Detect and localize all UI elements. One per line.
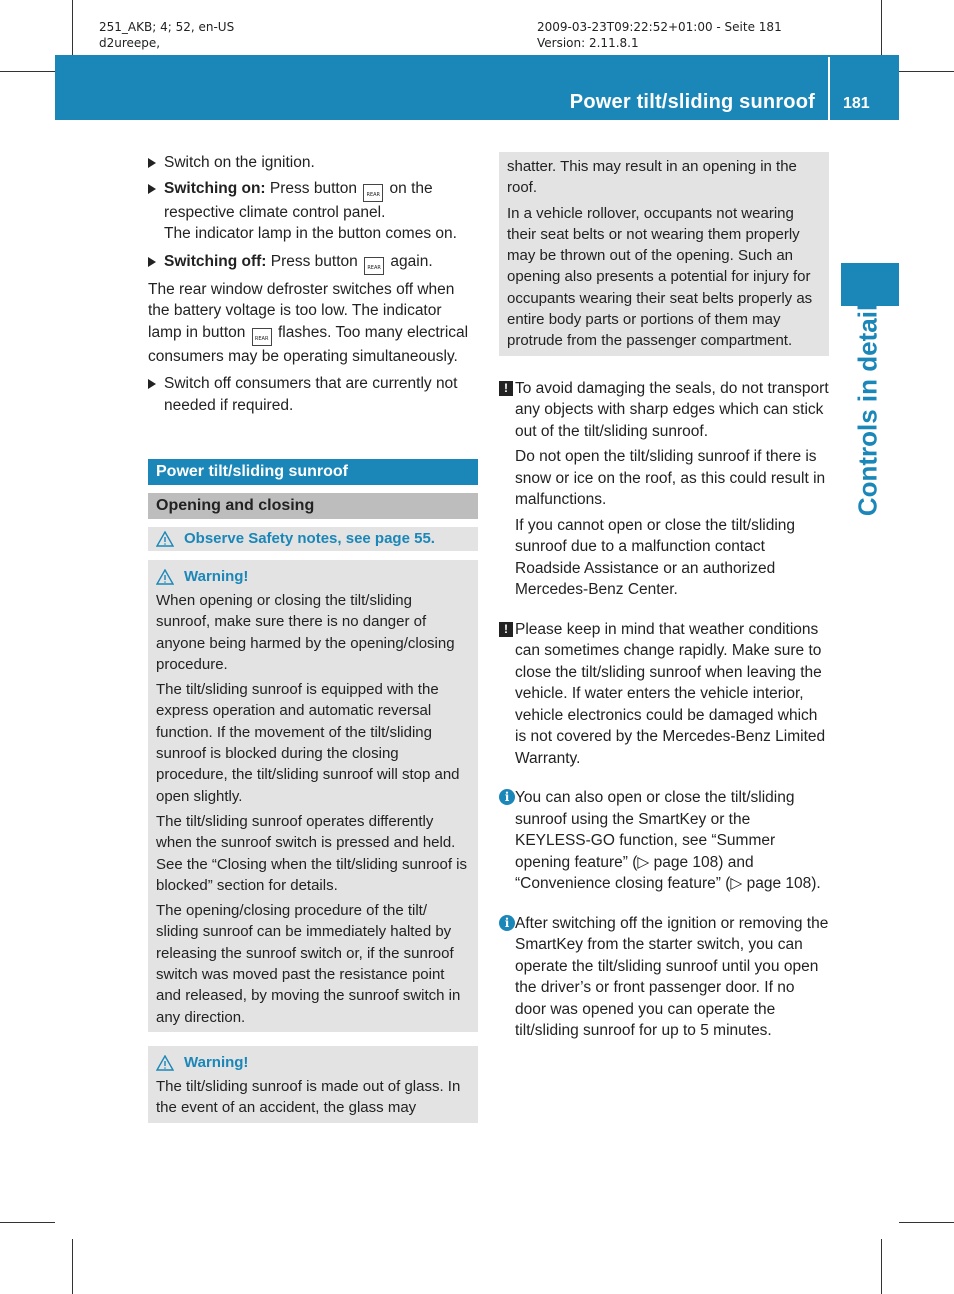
rear-defroster-button-icon: REAR: [364, 257, 384, 275]
step-text: Switch off consumers that are currently not needed if required.: [164, 375, 458, 414]
crop-mark: [881, 0, 882, 55]
warning-text: The opening/closing procedure of the tilt/ sliding sunroof can be immediately halted by releasing the sunroof switch or, if the sunroof switch was moved past the resistance point and released, by moving the sunroof switch in any direction.: [156, 902, 461, 1026]
note-text: If you cannot open or close the tilt/sliding sunroof due to a malfunction contact Roadside Assistance or an authorized Mercedes-Benz Center.: [515, 516, 796, 599]
step-text: on the respective climate control panel.: [164, 179, 433, 221]
crop-mark: [72, 0, 73, 55]
instruction-step: [148, 373, 478, 416]
step-text: Press button: [266, 252, 363, 270]
instruction-step: [148, 178, 478, 245]
warning-heading: [156, 1050, 470, 1076]
page-title: Power tilt/sliding sunroof: [569, 91, 815, 113]
page-header: [55, 55, 899, 120]
warning-triangle-icon: [156, 1055, 174, 1071]
warning-text: When opening or closing the tilt/sliding sunroof, make sure there is no danger of anyone being harmed by the opening/closing procedure.: [156, 592, 455, 673]
caution-note: [499, 378, 829, 601]
section-heading: Power tilt/sliding sunroof: [148, 459, 478, 485]
warning-text: shatter. This may result in an opening in the roof.: [507, 158, 797, 197]
step-arrow-icon: [148, 379, 156, 389]
note-text: To avoid damaging the seals, do not transport any objects with sharp edges which can stick out of the tilt/sliding sunroof.: [515, 379, 829, 440]
step-result: The indicator lamp in the button comes on.: [164, 225, 457, 242]
note-text: You can also open or close the tilt/sliding sunroof using the SmartKey or the KEYLESS-GO function, see “Summer opening feature” (▷ page 108) and “Convenience closing feature” (▷ page 108).: [515, 789, 821, 893]
rear-defroster-button-icon: REAR: [252, 328, 272, 346]
instruction-step: [148, 251, 478, 275]
crop-mark: [0, 1222, 55, 1223]
warning-box-continued: [499, 152, 829, 356]
paragraph: [148, 279, 478, 368]
note-text: Do not open the tilt/sliding sunroof if there is snow or ice on the roof, as this could result in malfunctions.: [515, 448, 826, 509]
crop-mark: [899, 1222, 954, 1223]
exclamation-icon: !: [499, 622, 513, 637]
print-meta-line: Version: 2.11.8.1: [537, 36, 639, 50]
paragraph-text: The rear window defroster switches off when the battery voltage is too low. The indicator lamp in button: [148, 280, 455, 341]
note-text: After switching off the ignition or removing the SmartKey from the starter switch, you can operate the tilt/sliding sunroof until you open the driver’s or front passenger door. If no door was opened you can operate the tilt/sliding sunroof for up to 5 minutes.: [515, 914, 829, 1040]
note-text: Please keep in mind that weather conditions can sometimes change rapidly. Make sure to close the tilt/sliding sunroof when leaving the vehicle. If water enters the vehicle interior, vehicle electronics could be damaged which is not covered by the Mercedes-Benz Limited Warranty.: [515, 620, 826, 767]
warning-box: [148, 1046, 478, 1123]
info-icon: i: [499, 915, 515, 931]
warning-text: The tilt/sliding sunroof is equipped with the express operation and automatic reversal function. If the movement of the tilt/sliding sunroof is blocked during the closing procedure, the tilt/sliding sunroof will stop and open slightly.: [156, 681, 460, 805]
caution-note: [499, 619, 829, 770]
crop-mark: [72, 1239, 73, 1294]
step-arrow-icon: [148, 184, 156, 194]
warning-triangle-icon: [156, 531, 174, 547]
instruction-step: [148, 152, 478, 174]
step-label: Switching on:: [164, 179, 266, 197]
header-divider: [828, 57, 830, 120]
warning-text: In a vehicle rollover, occupants not wearing their seat belts or not wearing them properly may be thrown out of the opening. Such an opening also presents a potential for injury for occupants wearing their seat belts properly as entire body parts or portions of them may protrude from the passenger compartment.: [507, 204, 813, 350]
print-meta-left: [99, 19, 234, 51]
page-number: 181: [843, 95, 870, 112]
print-meta-right: [537, 19, 782, 51]
step-text: Press button: [265, 179, 362, 197]
step-text: Switch on the ignition.: [164, 154, 315, 171]
rear-defroster-button-icon: REAR: [363, 184, 383, 202]
right-column: [499, 152, 829, 1060]
safety-notice-text: Observe Safety notes, see page 55.: [184, 530, 435, 547]
crop-mark: [899, 71, 954, 72]
warning-box: [148, 560, 478, 1032]
paragraph-text: flashes. Too many electrical consumers may be operating simultaneously.: [148, 323, 469, 365]
safety-notice: [148, 527, 478, 551]
subsection-heading: Opening and closing: [148, 493, 478, 519]
warning-triangle-icon: [156, 569, 174, 585]
warning-title: Warning!: [184, 1054, 249, 1072]
chapter-label: Controls in detail: [852, 303, 883, 517]
warning-heading: [156, 564, 470, 590]
info-icon: i: [499, 789, 515, 805]
print-meta-line: 2009-03-23T09:22:52+01:00 - Seite 181: [537, 20, 782, 34]
exclamation-icon: !: [499, 381, 513, 396]
crop-mark: [881, 1239, 882, 1294]
step-label: Switching off:: [164, 252, 267, 270]
warning-title: Warning!: [184, 568, 249, 586]
step-arrow-icon: [148, 158, 156, 168]
step-arrow-icon: [148, 257, 156, 267]
warning-text: The tilt/sliding sunroof is made out of glass. In the event of an accident, the glass may: [156, 1077, 461, 1117]
info-note: [499, 913, 829, 1042]
left-column: [148, 152, 478, 1123]
warning-text: The tilt/sliding sunroof operates differently when the sunroof switch is pressed and held. See the “Closing when the tilt/sliding sunroof is blocked” section for details.: [156, 812, 468, 894]
info-note: [499, 787, 829, 895]
chapter-tab: [841, 263, 899, 306]
print-meta-line: 251_AKB; 4; 52, en-US: [99, 20, 235, 34]
crop-mark: [0, 71, 55, 72]
step-text: again.: [386, 252, 433, 270]
print-meta-line: d2ureepe,: [99, 36, 161, 50]
